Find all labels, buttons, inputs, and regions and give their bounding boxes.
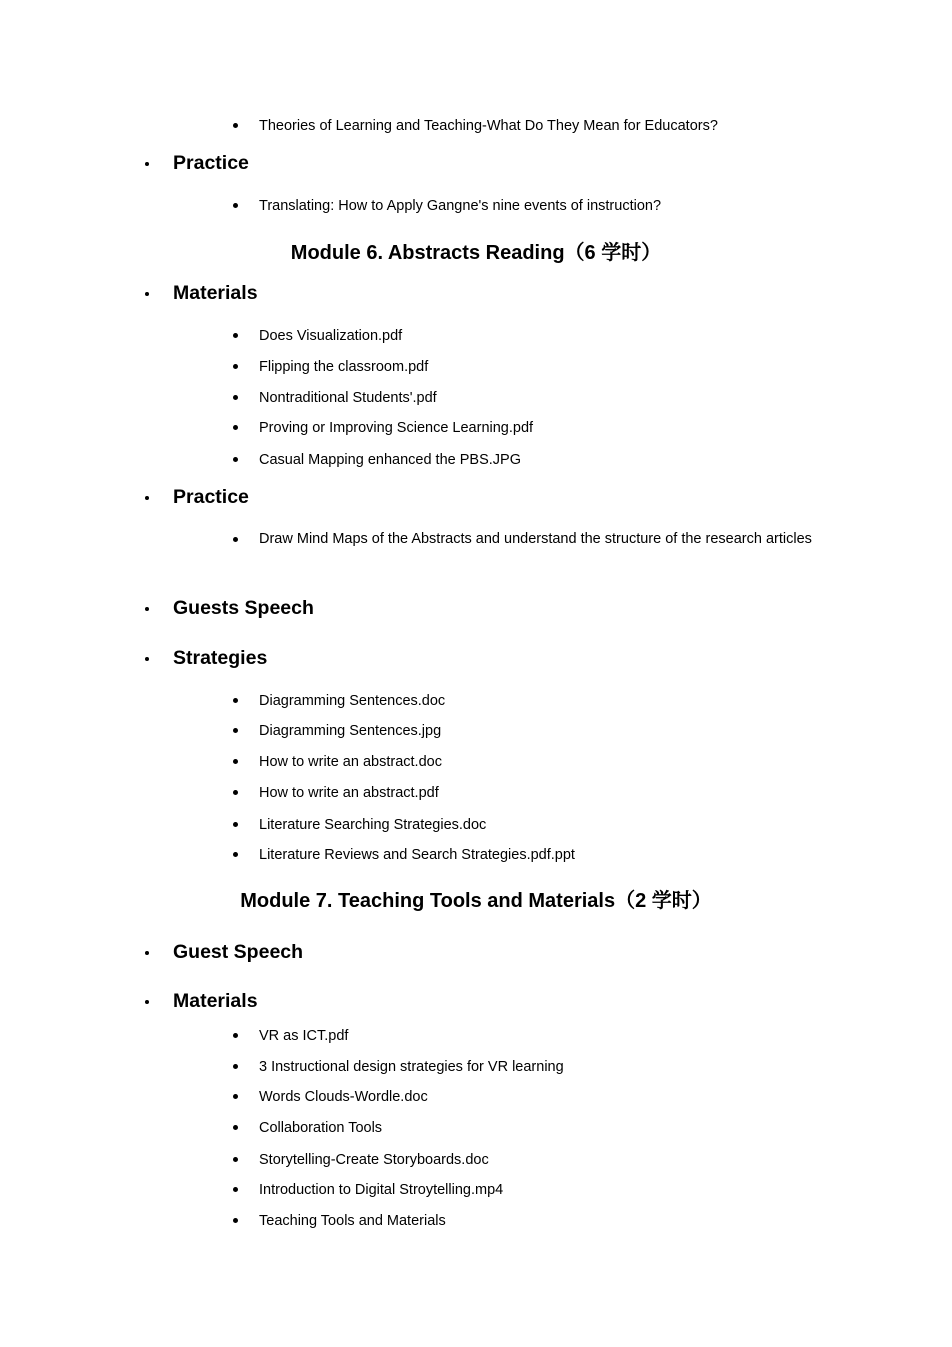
list-item: Introduction to Digital Stroytelling.mp4 — [259, 1182, 504, 1198]
list-item: Storytelling-Create Storyboards.doc — [259, 1152, 489, 1168]
section-heading-practice: Practice — [173, 152, 249, 174]
list-item: Theories of Learning and Teaching-What Do They Mean for Educators? — [259, 118, 718, 134]
list-item: 3 Instructional design strategies for VR learning — [259, 1059, 564, 1075]
list-item: Diagramming Sentences.doc — [259, 693, 446, 709]
section-heading-practice: Practice — [173, 486, 249, 508]
list-item: Proving or Improving Science Learning.pdf — [259, 420, 534, 436]
list-item: How to write an abstract.pdf — [259, 785, 439, 801]
list-item: Does Visualization.pdf — [259, 328, 403, 344]
list-item: Literature Searching Strategies.doc — [259, 817, 487, 833]
list-item: Literature Reviews and Search Strategies.pdf.ppt — [259, 847, 575, 863]
list-item: Diagramming Sentences.jpg — [259, 723, 442, 739]
list-item: Draw Mind Maps of the Abstracts and understand the structure of the research articles — [259, 524, 819, 555]
list-item: Teaching Tools and Materials — [259, 1213, 446, 1229]
list-item: Casual Mapping enhanced the PBS.JPG — [259, 452, 521, 468]
list-item: VR as ICT.pdf — [259, 1028, 349, 1044]
list-item: Collaboration Tools — [259, 1120, 383, 1136]
section-heading-materials: Materials — [173, 282, 258, 304]
section-heading-materials: Materials — [173, 990, 258, 1012]
list-item: Nontraditional Students'.pdf — [259, 390, 437, 406]
list-item: Translating: How to Apply Gangne's nine events of instruction? — [259, 198, 662, 214]
module-6-title: Module 6. Abstracts Reading（6 学时） — [290, 242, 662, 264]
list-item: Flipping the classroom.pdf — [259, 359, 429, 375]
module-7-title: Module 7. Teaching Tools and Materials（2 学时） — [240, 890, 712, 912]
list-item: Words Clouds-Wordle.doc — [259, 1089, 428, 1105]
section-heading-guests-speech: Guests Speech — [173, 597, 314, 619]
list-item: How to write an abstract.doc — [259, 754, 442, 770]
section-heading-strategies: Strategies — [173, 647, 268, 669]
section-heading-guest-speech: Guest Speech — [173, 941, 304, 963]
